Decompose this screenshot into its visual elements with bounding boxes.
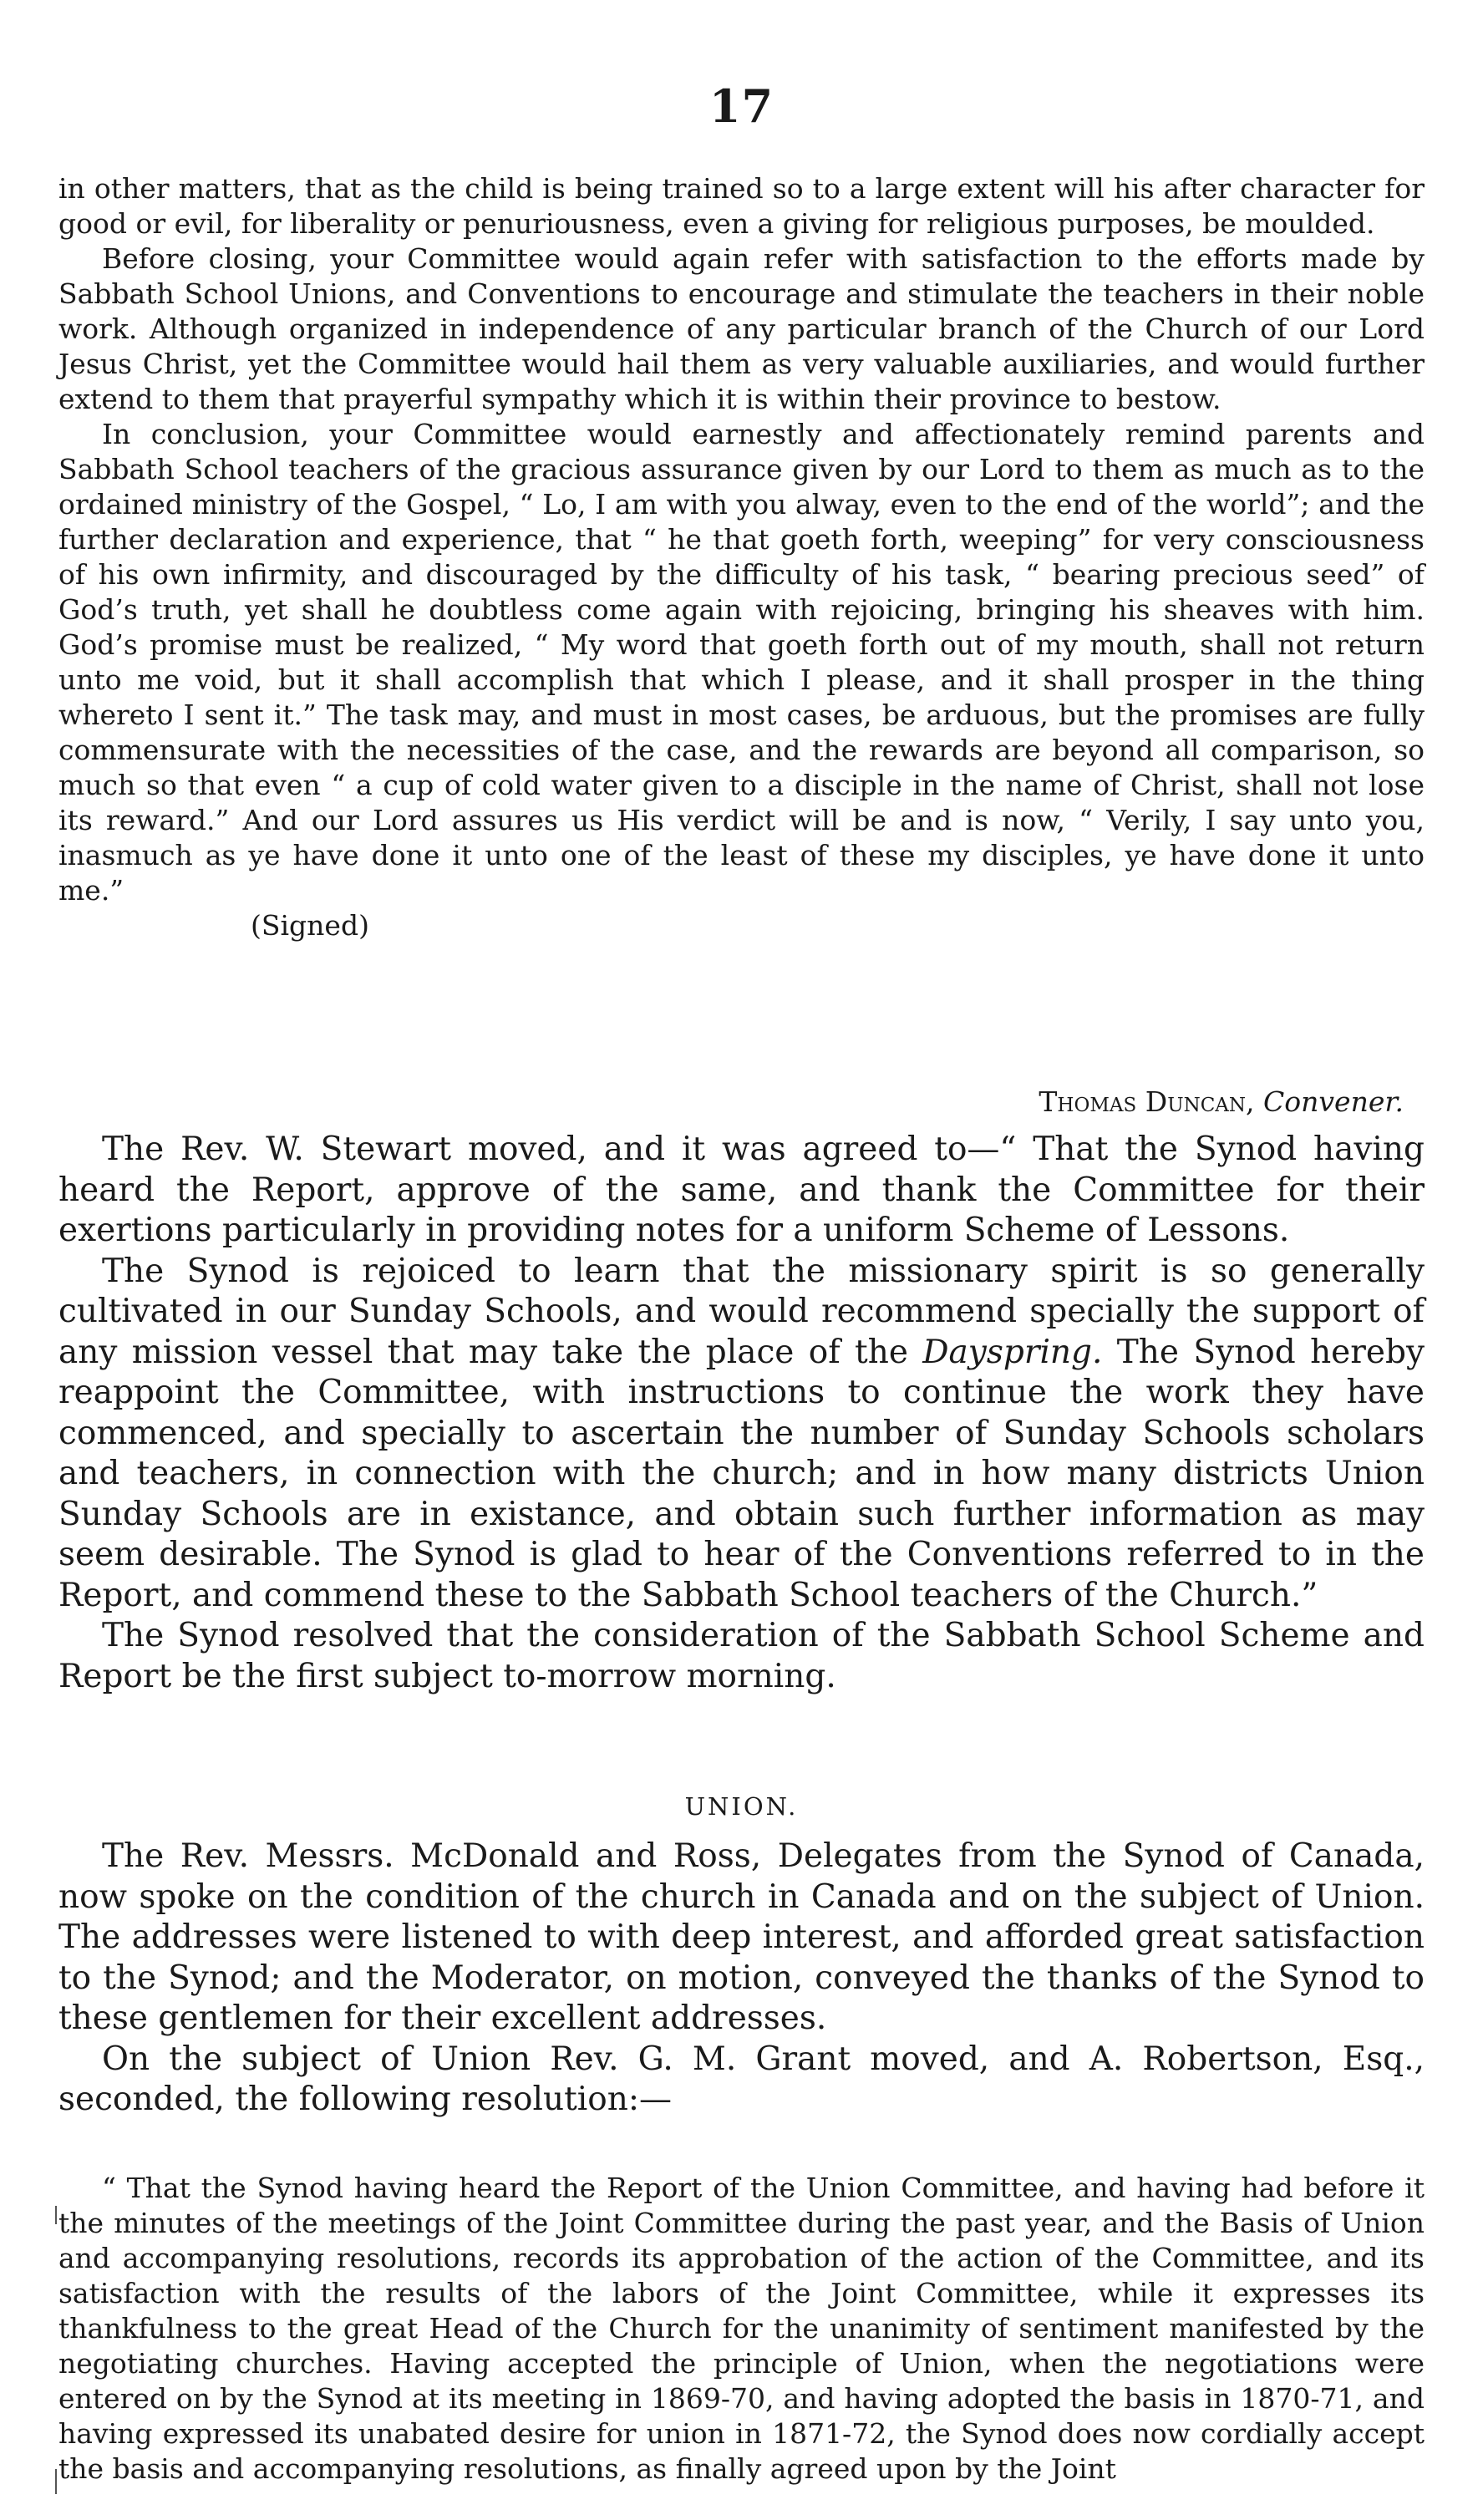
signed-line bbox=[58, 908, 1425, 943]
ship-name: Dayspring. bbox=[922, 1333, 1103, 1371]
margin-mark bbox=[55, 2206, 57, 2224]
signature-name: Thomas Duncan, bbox=[1039, 1085, 1255, 1118]
page-number: 17 bbox=[708, 79, 775, 133]
committee-report bbox=[58, 171, 1425, 943]
signed-label: (Signed) bbox=[251, 909, 369, 942]
union-paragraph-motion: On the subject of Union Rev. G. M. Grant moved, and A. Robertson, Esq., seconded, the following resolution:— bbox=[58, 2040, 1425, 2118]
report-paragraph-continuation: in other matters, that as the child is being trained so to a large extent will his after character for good or evil, for liberality or penuriousness, even a giving for religious purposes, be moulded. bbox=[58, 172, 1425, 240]
report-paragraph-conclusion: In conclusion, your Committee would earnestly and affectionately remind parents and Sabbath School teachers of the gracious assurance given by our Lord to them as much as to the ordained ministry of the Gospel, “ Lo, I am with you alway, even to the end of the world”; and the further declaration and experience, that “ he that goeth forth, weeping” for very consciousness of his own infirmity, and discouraged by the difficulty of his task, “ bearing precious seed” of God’s truth, yet shall he doubtless come again with rejoicing, bringing his sheaves with him. God’s promise must be realized, “ My word that goeth forth out of my mouth, shall not return unto me void, but it shall accomplish that which I please, and it shall prosper in the thing whereto I sent it.” The task may, and must in most cases, be arduous, but the promises are fully commensurate with the necessities of the case, and the rewards are beyond all comparison, so much so that even “ a cup of cold water given to a disciple in the name of Christ, shall not lose its reward.” And our Lord assures us His verdict will be and is now, “ Verily, I say unto you, inasmuch as ye have done it unto one of the least of these my disciples, ye have done it unto me.” bbox=[58, 418, 1425, 907]
report-paragraph-unions: Before closing, your Committee would again refer with satisfaction to the efforts made by Sabbath School Unions, and Conventions to encourage and stimulate the teachers in their noble work. Although organized in independence of any particular branch of the Church of our Lord Jesus Christ, yet the Committee would hail them as very valuable auxiliaries, and would further extend to them that prayerful sympathy which it is within their province to bestow. bbox=[58, 242, 1425, 415]
minutes-paragraph-motion: The Rev. W. Stewart moved, and it was agreed to—“ That the Synod having heard the Report, approve of the same, and thank the Committee for their exertions particularly in providing notes for a uniform Scheme of Lessons. bbox=[58, 1130, 1425, 1249]
minutes-paragraph-missionary bbox=[58, 1252, 1425, 1617]
missionary-text-after: The Synod hereby reappoint the Committee, with instructions to continue the work they have commenced, and specially to ascertain the number of Sunday Schools scholars and teachers, in connection with the church; and in how many districts Union Sunday Schools are in existance, and obtain such further information as may seem desirable. The Synod is glad to hear of the Conventions referred to in the Report, and commend these to the Sabbath School teachers of the Church.” bbox=[58, 1333, 1425, 1614]
section-heading-union: UNION. bbox=[684, 1792, 799, 1821]
minutes-paragraph-resolved: The Synod resolved that the consideration of the Sabbath School Scheme and Report be the first subject to-morrow morning. bbox=[58, 1617, 1425, 1695]
union-resolution bbox=[58, 2171, 1425, 2487]
union-paragraph-delegates: The Rev. Messrs. McDonald and Ross, Delegates from the Synod of Canada, now spoke on the condition of the church in Canada and on the subject of Union. The addresses were listened to with deep interest, and afforded great satisfaction to the Synod; and the Moderator, on motion, conveyed the thanks of the Synod to these gentlemen for their excellent addresses. bbox=[58, 1837, 1425, 2037]
missionary-text-before: The Synod is rejoiced to learn that the missionary spirit is so generally cultivated in our Sunday Schools, and would recommend specially the support of any mission vessel that may take the place of the bbox=[58, 1252, 1425, 1371]
resolution-text: “ That the Synod having heard the Report of the Union Committee, and having had before it the minutes of the meetings of the Joint Committee during the past year, and the Basis of Union and accompanying resolutions, records its approbation of the action of the Committee, and its satisfaction with the results of the labors of the Joint Committee, while it expresses its thankfulness to the great Head of the Church for the unanimity of sentiment manifested by the negotiating churches. Having accepted the principle of Union, when the negotiations were entered on by the Synod at its meeting in 1869-70, and having adopted the basis in 1870-71, and having expressed its unabated desire for union in 1871-72, the Synod does now cordially accept the basis and accompanying resolutions, as finally agreed upon by the Joint bbox=[58, 2172, 1425, 2485]
signature bbox=[58, 1085, 1404, 1120]
signature-title: Convener. bbox=[1263, 1085, 1404, 1118]
union-section bbox=[58, 1837, 1425, 2121]
margin-mark bbox=[55, 2469, 57, 2494]
synod-minutes bbox=[58, 1130, 1425, 1697]
